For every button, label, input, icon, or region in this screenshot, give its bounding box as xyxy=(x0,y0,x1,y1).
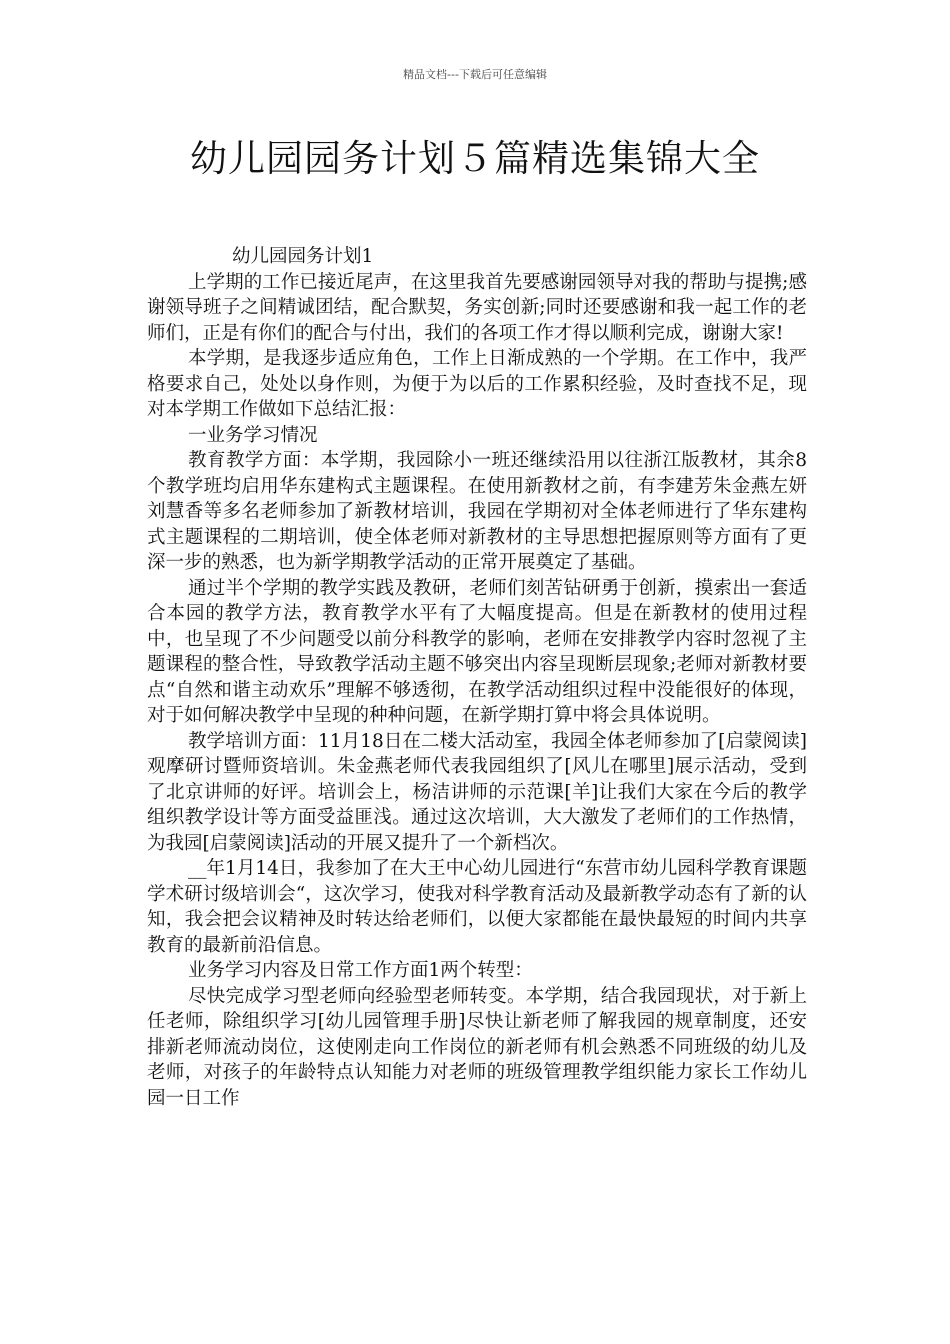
paragraph-gratitude: 上学期的工作已接近尾声，在这里我首先要感谢园领导对我的帮助与提携;感谢领导班子之间精诚团结，配合默契，务实创新;同时还要感谢和我一起工作的老师们，正是有你们的配合与付出，我们的各项工作才得以顺利完成，谢谢大家! xyxy=(147,271,807,344)
paragraph-semester-intro: 本学期，是我逐步适应角色，工作上日渐成熟的一个学期。在工作中，我严格要求自己，处处以身作则，为便于为以后的工作累积经验，及时查找不足，现对本学期工作做如下总结汇报： xyxy=(147,348,807,420)
header-note: 精品文档---下载后可任意编辑 xyxy=(403,68,547,81)
document-title: 幼儿园园务计划５篇精选集锦大全 xyxy=(190,137,760,180)
paragraph-teaching: 教育教学方面：本学期，我园除小一班还继续沿用以往浙江版教材，其余8个教学班均启用华东建构式主题课程。在使用新教材之前，有李建芳朱金燕左妍刘慧香等多名老师参加了新教材培训，我园在学期初对全体老师进行了华东建构式主题课程的二期培训，使全体老师对新教材的主导思想把握原则等方面有了更深一步的熟悉，也为新学期教学活动的正常开展奠定了基础。 xyxy=(147,450,807,573)
paragraph-training: 教学培训方面：11月18日在二楼大活动室，我园全体老师参加了[启蒙阅读]观摩研讨暨师资培训。朱金燕老师代表我园组织了[风儿在哪里]展示活动，受到了北京讲师的好评。培训会上，杨洁讲师的示范课[羊]让我们大家在今后的教学组织教学设计等方面受益匪浅。通过这次培训，大大激发了老师们的工作热情，为我园[启蒙阅读]活动的开展又提升了一个新档次。 xyxy=(147,730,807,854)
subheading-daily-work: 业务学习内容及日常工作方面1两个转型： xyxy=(188,960,533,981)
paragraph-seminar: __年1月14日，我参加了在大王中心幼儿园进行“东营市幼儿园科学教育课题学术研讨级培训会“，这次学习，使我对科学教育活动及最新教学动态有了新的认知，我会把会议精神及时转达给老师们，以便大家都能在最快最短的时间内共享教育的最新前沿信息。 xyxy=(147,858,807,956)
section-heading: 幼儿园园务计划1 xyxy=(232,246,374,267)
paragraph-practice-research: 通过半个学期的教学实践及教研，老师们刻苦钻研勇于创新，摸索出一套适合本园的教学方法，教育教学水平有了大幅度提高。但是在新教材的使用过程中，也呈现了不少问题受以前分科教学的影响，老师在安排教学内容时忽视了主题课程的整合性，导致教学活动主题不够突出内容呈现断层现象;老师对新教材要点“自然和谐主动欢乐”理解不够透彻，在教学活动组织过程中没能很好的体现，对于如何解决教学中呈现的种种问题，在新学期打算中将会具体说明。 xyxy=(147,577,807,726)
subheading-business-study: 一业务学习情况 xyxy=(188,424,318,446)
document-body xyxy=(147,244,807,1111)
paragraph-transition: 尽快完成学习型老师向经验型老师转变。本学期，结合我园现状，对于新上任老师，除组织学习[幼儿园管理手册]尽快让新老师了解我园的规章制度，还安排新老师流动岗位，这使刚走向工作岗位的新老师有机会熟悉不同班级的幼儿及老师，对孩子的年龄特点认知能力对老师的班级管理教学组织能力家长工作幼儿园一日工作 xyxy=(147,985,807,1109)
